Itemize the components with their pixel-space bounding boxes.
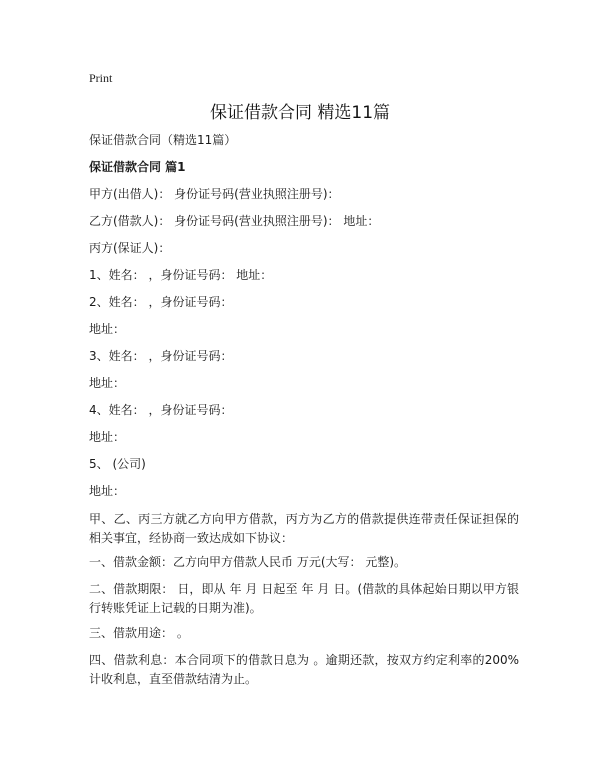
guarantor-2-line: 2、姓名： ，身份证号码： <box>89 295 233 309</box>
section-heading: 保证借款合同 篇1 <box>89 160 186 174</box>
guarantor-4-line: 4、姓名： ，身份证号码： <box>89 403 233 417</box>
clause-loan-term: 二、借款期限： 日，即从 年 月 日起至 年 月 日。(借款的具体起始日期以甲方银行转账凭证上记载的日期为准)。 <box>89 582 519 615</box>
guarantor-3-address: 地址： <box>89 376 126 390</box>
print-label: Print <box>89 71 113 85</box>
document-title: 保证借款合同 精选11篇 <box>209 103 391 123</box>
agreement-intro: 甲、乙、丙三方就乙方向甲方借款，丙方为乙方的借款提供连带责任保证担保的相关事宜，经协商一致达成如下协议： <box>89 512 519 545</box>
guarantor-line: 丙方(保证人)： <box>89 241 171 255</box>
clause-loan-interest: 四、借款利息：本合同项下的借款日息为 。逾期还款，按双方约定利率的200%计收利息，直至借款结清为止。 <box>89 653 519 686</box>
clause-loan-purpose: 三、借款用途： 。 <box>89 626 189 640</box>
document-subtitle: 保证借款合同（精选11篇） <box>89 133 237 147</box>
borrower-line: 乙方(借款人)： 身份证号码(营业执照注册号)： 地址： <box>89 214 380 228</box>
guarantor-4-address: 地址： <box>89 430 126 444</box>
guarantor-2-address: 地址： <box>89 322 126 336</box>
clause-loan-amount: 一、借款金额：乙方向甲方借款人民币 万元(大写： 元整)。 <box>89 555 406 569</box>
lender-line: 甲方(出借人)： 身份证号码(营业执照注册号)： <box>89 187 340 201</box>
guarantor-5-address: 地址： <box>89 484 126 498</box>
guarantor-3-line: 3、姓名： ，身份证号码： <box>89 349 233 363</box>
guarantor-1-line: 1、姓名： ，身份证号码： 地址： <box>89 268 273 282</box>
guarantor-5-line: 5、 (公司) <box>89 457 146 471</box>
